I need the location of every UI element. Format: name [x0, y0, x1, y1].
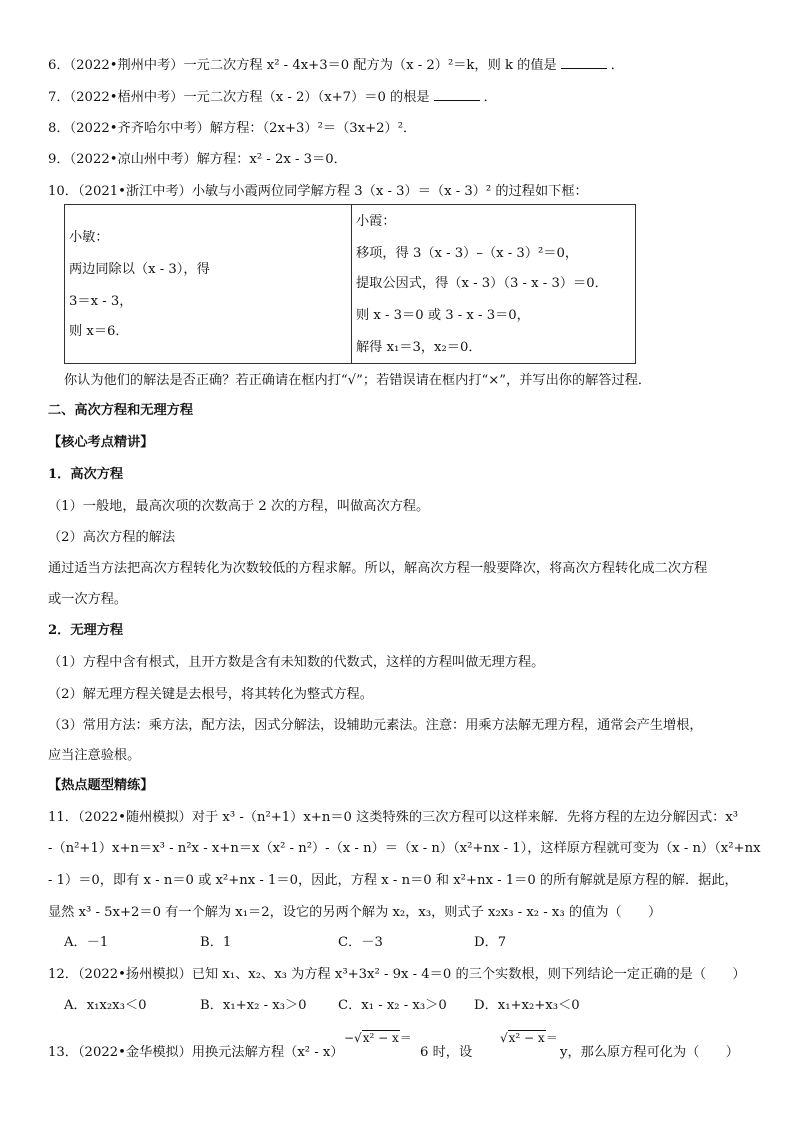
- question-11-line-4: 显然 x³ - 5x+2＝0 有一个解为 x₁＝2，设它的另两个解为 x₂，x₃，则式子 x₂x₃ - x₂ - x₃ 的值为（ ）: [48, 905, 662, 920]
- question-7-text: 7．（2022•梧州中考）一元二次方程（x - 2）（x+7）＝0 的根是: [48, 90, 430, 105]
- question-10: 10．（2021•浙江中考）小敏与小霞两位同学解方程 3（x - 3）＝（x - 3）² 的过程如下框：: [48, 184, 588, 199]
- answer-blank-6: [561, 56, 607, 69]
- irrational-p2: （2）解无理方程关键是去根号，将其转化为整式方程。: [48, 687, 373, 702]
- hot-heading: 【热点题型精练】: [48, 778, 154, 793]
- xiaoxia-line-3: 提取公因式，得（x - 3）（3 - x - 3）＝0．: [356, 276, 608, 291]
- question-9: 9．（2022•凉山州中考）解方程：x² - 2x - 3＝0．: [48, 152, 347, 167]
- xiaoxia-line-4: 则 x - 3＝0 或 3 - x - 3＝0，: [356, 308, 530, 323]
- heading-irrational: 2．无理方程: [48, 623, 124, 638]
- question-11-line-2: -（n²+1）x+n＝x³ - n²x - x+n＝x（x² - n²）-（x - n）＝（x - n）（x²+nx - 1），这样原方程就可变为（x - n）（x²+nx: [48, 841, 761, 856]
- core-heading: 【核心考点精讲】: [48, 435, 154, 450]
- question-13-text-c: y，那么原方程可化为（ ）: [560, 1045, 739, 1060]
- irrational-p3a: （3）常用方法：乘方法，配方法，因式分解法，设辅助元素法。注意：用乘方法解无理方程，通常会产生增根，: [48, 718, 703, 733]
- irrational-p1: （1）方程中含有根式，且开方数是含有未知数的代数式，这样的方程叫做无理方程。: [48, 655, 545, 670]
- question-13-radical-1: −√x² − x＝: [344, 1031, 412, 1045]
- answer-blank-7: [434, 88, 480, 101]
- xiaomin-line-4: 则 x＝6．: [69, 324, 129, 339]
- xiaomin-line-3: 3＝x - 3，: [69, 294, 133, 309]
- question-12-option-c: C．x₁ - x₂ - x₃＞0: [338, 998, 447, 1013]
- question-8: 8．（2022•齐齐哈尔中考）解方程：（2x+3）²＝（3x+2）²．: [48, 121, 417, 136]
- xiaoxia-line-5: 解得 x₁＝3，x₂＝0．: [356, 340, 482, 355]
- heading-higher-degree: 1．高次方程: [48, 467, 124, 482]
- question-11-option-a: A．－1: [64, 935, 109, 950]
- higher-degree-p1: （1）一般地，最高次项的次数高于 2 次的方程，叫做高次方程。: [48, 499, 430, 514]
- question-13-text-a: 13．（2022•金华模拟）用换元法解方程（x² - x）: [48, 1045, 344, 1060]
- question-6-text: 6．（2022•荆州中考）一元二次方程 x² - 4x+3＝0 配方为（x - 2）²＝k，则 k 的值是: [48, 58, 557, 73]
- solution-table: [64, 204, 636, 364]
- question-6: 6．（2022•荆州中考）一元二次方程 x² - 4x+3＝0 配方为（x - 2）²＝k，则 k 的值是 ．: [48, 58, 624, 73]
- question-11-line-3: - 1）＝0，即有 x - n＝0 或 x²+nx - 1＝0，因此，方程 x - n＝0 和 x²+nx - 1＝0 的所有解就是原方程的解．据此，: [48, 873, 738, 888]
- xiaoxia-cell: [352, 205, 636, 364]
- higher-degree-p3a: 通过适当方法把高次方程转化为次数较低的方程求解。所以，解高次方程一般要降次，将高次方程转化成二次方程: [48, 561, 708, 576]
- higher-degree-p2: （2）高次方程的解法: [48, 530, 176, 545]
- xiaomin-cell: [65, 205, 352, 364]
- higher-degree-p3b: 或一次方程。: [48, 592, 128, 607]
- question-12-option-b: B．x₁+x₂ - x₃＞0: [200, 998, 307, 1013]
- question-12: 12．（2022•扬州模拟）已知 x₁、x₂、x₃ 为方程 x³+3x² - 9x - 4＝0 的三个实数根，则下列结论一定正确的是（ ）: [48, 967, 746, 982]
- irrational-p3b: 应当注意验根。: [48, 748, 141, 763]
- xiaoxia-line-2: 移项，得 3（x - 3）–（x - 3）²＝0，: [356, 246, 579, 261]
- question-11-option-c: C．－3: [338, 935, 383, 950]
- xiaoxia-line-1: 小霞：: [356, 214, 396, 229]
- question-12-option-a: A．x₁x₂x₃＜0: [64, 998, 147, 1013]
- section-heading: 二、高次方程和无理方程: [48, 403, 194, 418]
- xiaomin-line-2: 两边同除以（x - 3），得: [69, 262, 210, 277]
- question-13-radical-2: √x² − x＝: [500, 1031, 558, 1045]
- question-12-option-d: D．x₁+x₂+x₃＜0: [474, 998, 580, 1013]
- xiaomin-line-1: 小敏：: [69, 230, 109, 245]
- question-13: [48, 1044, 344, 1062]
- question-11-option-d: D．7: [474, 935, 507, 950]
- question-10-tail: 你认为他们的解法是否正确？若正确请在框内打“√”；若错误请在框内打“×”，并写出你的解答过程．: [64, 373, 652, 388]
- question-11-option-b: B．1: [200, 935, 232, 950]
- question-11-line-1: 11．（2022•随州模拟）对于 x³ -（n²+1）x+n＝0 这类特殊的三次方程可以这样来解．先将方程的左边分解因式：x³: [48, 810, 739, 825]
- question-13-text-b: 6 时，设: [420, 1045, 473, 1060]
- question-7: 7．（2022•梧州中考）一元二次方程（x - 2）（x+7）＝0 的根是 ．: [48, 90, 497, 105]
